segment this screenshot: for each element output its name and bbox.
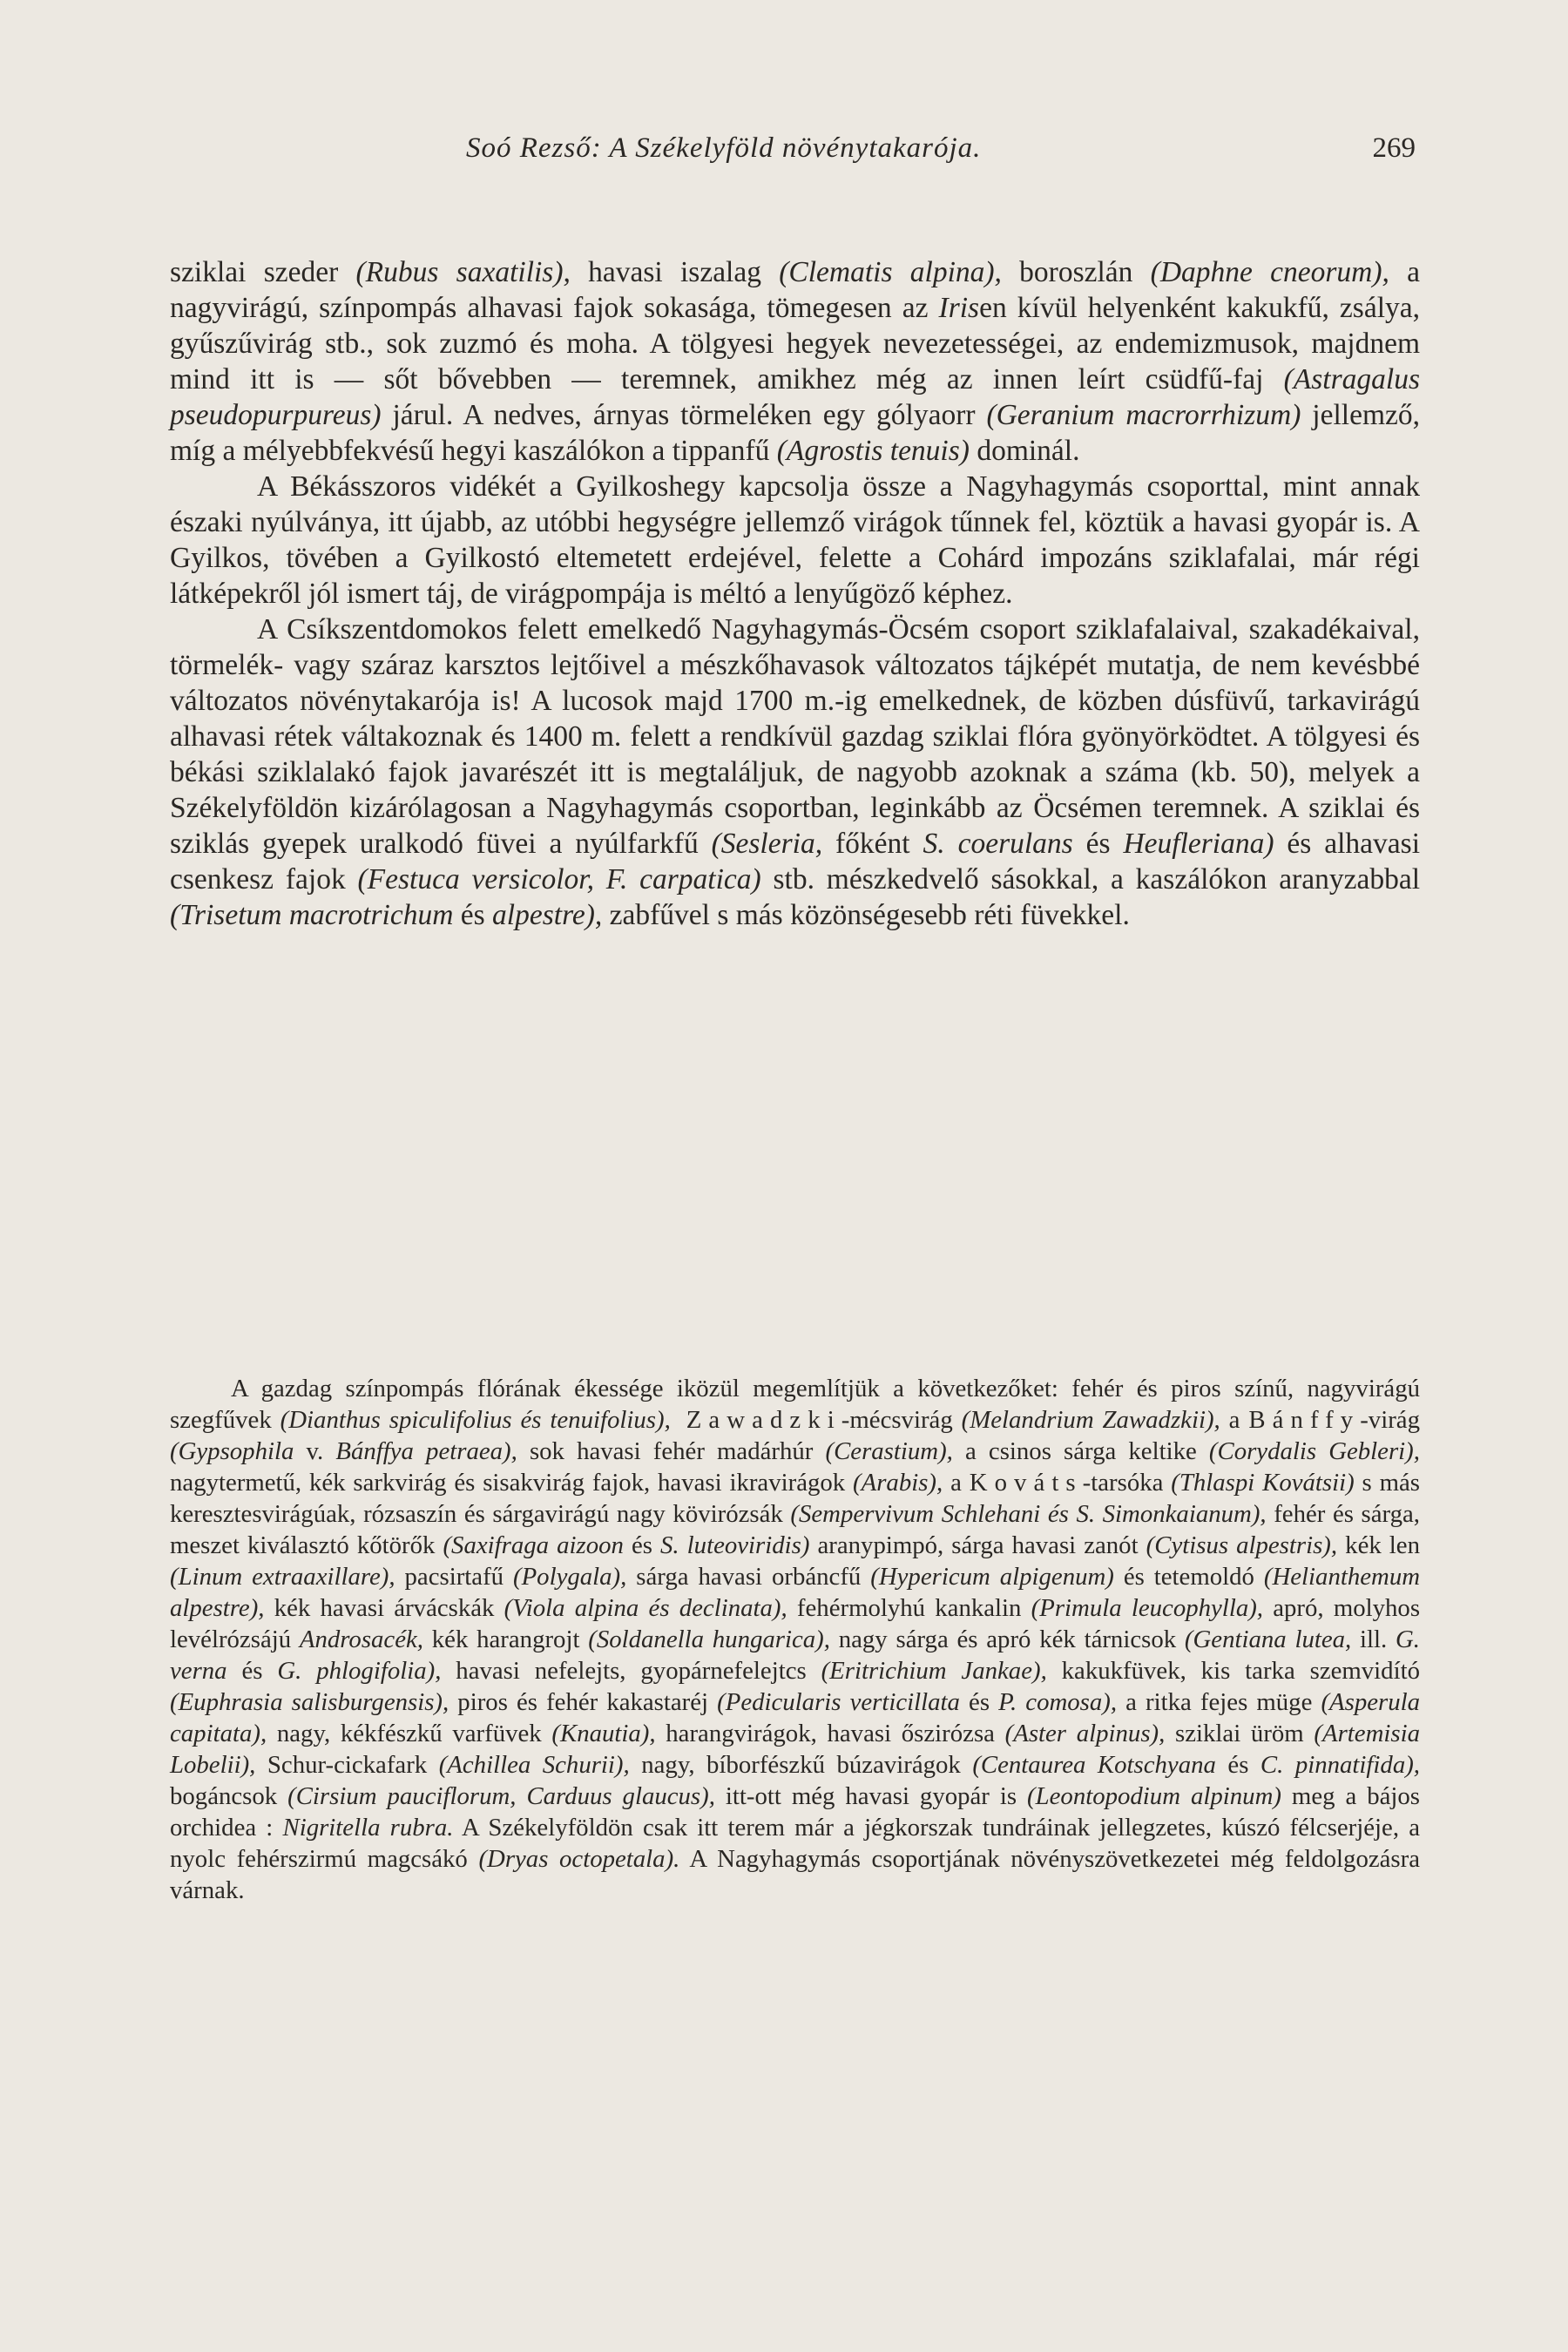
italic-text-segment: (Leontopodium alpinum)	[1027, 1782, 1281, 1810]
page-header	[170, 132, 1416, 176]
text-segment: -virág	[1360, 1406, 1420, 1434]
text-segment: főként	[822, 828, 923, 860]
italic-text-segment: G. phlogifolia),	[277, 1657, 442, 1685]
text-segment: -mécsvirág	[841, 1406, 962, 1434]
text-segment: apró, molyhos levélrózsájú	[170, 1594, 1421, 1653]
italic-text-segment: Heufleriana)	[1123, 828, 1274, 860]
text-segment: járul. A nedves, árnyas törmeléken egy gólyaorr	[381, 399, 987, 431]
text-segment: v.	[294, 1437, 336, 1465]
text-segment: A gazdag színpompás flórának ékessége iközül megemlítjük a következőket: fehér és piros színű, nagyvirágú szegfűvek	[170, 1375, 1420, 1434]
italic-text-segment: (Eritrichium Jankae),	[821, 1657, 1047, 1685]
text-segment: és	[453, 899, 493, 931]
text-segment: és	[1072, 828, 1124, 860]
italic-text-segment: (Arabis),	[853, 1469, 943, 1497]
text-segment: sárga havasi orbáncfű	[626, 1563, 871, 1591]
italic-text-segment: (Linum extraaxillare),	[170, 1563, 395, 1591]
italic-text-segment: (Cerastium),	[825, 1437, 953, 1465]
text-segment: A Csíkszentdomokos felett emelkedő Nagyhagymás-Öcsém csoport sziklafalaival, szakadékaival, törmelék- vagy száraz karsztos lejtőivel a mészkőhavasok változatos tájképét mutatja, de nem kevésbbé változatos növénytakarója is! A lucosok majd 1700 m.-ig emelkednek, de közben dúsfüvű, tarkavirágú alhavasi rétek váltakoznak és 1400 m. felett a rendkívül gazdag sziklai flóra gyönyörködtet. A tölgyesi és békási sziklalakó fajok javarészét itt is megtaláljuk, de nagyobb azoknak a száma (kb. 50), melyek a Székelyföldön kizárólagosan a Nagyhagymás csoportban, leginkább az Öcsémen teremnek. A sziklai és sziklás gyepek uralkodó füvei a nyúlfarkfű	[170, 613, 1420, 860]
italic-text-segment: alpestre),	[492, 899, 603, 931]
italic-text-segment: (Sempervivum Schlehani és S. Simonkaianum),	[790, 1500, 1267, 1528]
text-segment: fehér és sárga, meszet kiválasztó kőtörők	[170, 1500, 1420, 1559]
text-segment: kék harangrojt	[422, 1625, 589, 1653]
italic-text-segment: (Saxifraga aizoon	[443, 1531, 624, 1559]
italic-text-segment: S. coerulans	[923, 828, 1073, 860]
italic-text-segment: (Pedicularis verticillata	[717, 1688, 960, 1716]
text-segment: sok havasi fehér madárhúr	[517, 1437, 826, 1465]
italic-text-segment: (Gypsophila	[170, 1437, 294, 1465]
text-segment: stb. mészkedvelő sásokkal, a kaszálókon aranyzabbal	[760, 863, 1420, 896]
text-segment: és tetemoldó	[1113, 1563, 1264, 1591]
italic-text-segment: (Polygala),	[513, 1563, 627, 1591]
italic-text-segment: (Cytisus alpestris),	[1146, 1531, 1338, 1559]
italic-text-segment: (Astragalus pseudopurpureus)	[170, 363, 1420, 431]
main-text	[170, 254, 1420, 933]
italic-text-segment: Iris	[938, 292, 980, 324]
small-print-note	[170, 1373, 1420, 1906]
italic-text-segment: Nigritella rubra.	[282, 1814, 454, 1842]
italic-text-segment: (Primula leucophylla),	[1031, 1594, 1264, 1622]
text-segment: itt-ott még havasi gyopár is	[714, 1782, 1028, 1810]
italic-text-segment: (Dianthus spiculifolius és tenuifolius),	[280, 1406, 671, 1434]
italic-text-segment: (Soldanella hungarica),	[588, 1625, 830, 1653]
text-segment: pacsirtafű	[395, 1563, 513, 1591]
italic-text-segment: (Helianthemum alpestre),	[170, 1563, 1421, 1622]
text-segment: piros és fehér kakastaréj	[449, 1688, 718, 1716]
text-segment: jellemző, míg a mélyebbfekvésű hegyi kaszálókon a tippanfű	[170, 399, 1420, 467]
text-segment: sziklai szeder	[170, 256, 356, 288]
text-segment: nagytermetű, kék sarkvirág és sisakvirág fajok, havasi ikravirágok	[170, 1469, 854, 1497]
text-segment: és	[226, 1657, 278, 1685]
text-segment: és	[1215, 1751, 1260, 1779]
paragraph-3	[170, 612, 1420, 933]
spaced-name-segment: Zawadzki	[670, 1406, 841, 1434]
text-segment: és alhavasi csenkesz fajok	[170, 828, 1421, 896]
text-segment: ill.	[1351, 1625, 1396, 1653]
italic-text-segment: (Corydalis Gebleri),	[1208, 1437, 1420, 1465]
spaced-name-segment: Bánffy	[1248, 1406, 1361, 1434]
text-segment: és	[623, 1531, 661, 1559]
text-segment: és	[959, 1688, 999, 1716]
text-segment: aranypimpó, sárga havasi zanót	[809, 1531, 1146, 1559]
italic-text-segment: (Thlaspi Kovátsii)	[1171, 1469, 1355, 1497]
text-segment: a ritka fejes müge	[1117, 1688, 1321, 1716]
italic-text-segment: (Trisetum macrotrichum	[170, 899, 454, 931]
italic-text-segment: (Agrostis tenuis)	[776, 435, 970, 467]
text-segment: Schur-cickafark	[255, 1751, 439, 1779]
text-segment: a	[943, 1469, 970, 1497]
italic-text-segment: (Aster alpinus),	[1004, 1720, 1166, 1747]
text-segment: sziklai üröm	[1165, 1720, 1315, 1747]
italic-text-segment: (Gentiana lutea,	[1184, 1625, 1352, 1653]
text-segment: en kívül helyenként kakukfű, zsálya, gyűszűvirág stb., sok zuzmó és moha. A tölgyesi hegyek nevezetességei, az endemizmusok, majdnem mind itt is — sőt bővebben — teremnek, amikhez még az innen leírt csüdfű-faj	[170, 292, 1420, 395]
text-segment: kék havasi árvácskák	[264, 1594, 504, 1622]
italic-text-segment: (Centaurea Kotschyana	[972, 1751, 1216, 1779]
italic-text-segment: (Knautia),	[551, 1720, 656, 1747]
text-segment: nagy sárga és apró kék tárnicsok	[829, 1625, 1185, 1653]
italic-text-segment: (Artemisia Lobelii),	[170, 1720, 1420, 1779]
text-segment: fehérmolyhú kankalin	[787, 1594, 1031, 1622]
italic-text-segment: P. comosa),	[998, 1688, 1118, 1716]
italic-text-segment: G. verna	[170, 1625, 1420, 1685]
text-segment: havasi nefelejts, gyopárnefelejtcs	[441, 1657, 821, 1685]
italic-text-segment: Androsacék,	[299, 1625, 423, 1653]
italic-text-segment: (Asperula capitata),	[170, 1688, 1421, 1747]
italic-text-segment: (Festuca versicolor, F. carpatica)	[357, 863, 761, 896]
text-segment: dominál.	[969, 435, 1080, 467]
italic-text-segment: (Sesleria,	[711, 828, 823, 860]
text-segment: boroszlán	[1001, 256, 1151, 288]
page-number: 269	[1372, 132, 1416, 164]
text-segment: a nagyvirágú, színpompás alhavasi fajok sokasága, tömegesen az	[170, 256, 1421, 324]
paragraph-2	[170, 469, 1420, 612]
italic-text-segment: (Viola alpina és declinata),	[504, 1594, 787, 1622]
text-segment: kék len	[1337, 1531, 1420, 1559]
italic-text-segment: Bánffya petraea),	[335, 1437, 517, 1465]
italic-text-segment: (Achillea Schurii),	[438, 1751, 630, 1779]
text-segment: a	[1220, 1406, 1249, 1434]
italic-text-segment: (Rubus saxatilis),	[355, 256, 571, 288]
italic-text-segment: (Cirsium pauciflorum, Carduus glaucus),	[287, 1782, 715, 1810]
text-segment: bogáncsok	[170, 1782, 288, 1810]
italic-text-segment: (Melandrium Zawadzkii),	[961, 1406, 1220, 1434]
text-segment: A Békásszoros vidékét a Gyilkoshegy kapcsolja össze a Nagyhagymás csoporttal, mint annak északi nyúlványa, itt újabb, az utóbbi hegységre jellemző virágok tűnnek fel, köztük a havasi gyopár is. A Gyilkos, tövében a Gyilkostó eltemetett erdejével, felette a Cohárd impozáns sziklafalai, már régi látképekről jól ismert táj, de virágpompája is méltó a lenyűgöző képhez.	[170, 470, 1420, 610]
text-segment: kakukfüvek, kis tarka szemvidító	[1046, 1657, 1420, 1685]
italic-text-segment: (Hypericum alpigenum)	[870, 1563, 1114, 1591]
italic-text-segment: (Clematis alpina),	[779, 256, 1002, 288]
spaced-name-segment: Kováts	[969, 1469, 1083, 1497]
text-segment: harangvirágok, havasi őszirózsa	[655, 1720, 1005, 1747]
italic-text-segment: (Geranium macrorrhizum)	[986, 399, 1301, 431]
text-segment: zabfűvel s más közönségesebb réti füvekkel.	[602, 899, 1130, 931]
running-title: Soó Rezső: A Székelyföld növénytakarója.	[466, 132, 982, 164]
text-segment: nagy, bíborfészkű búzavirágok	[629, 1751, 973, 1779]
italic-text-segment: (Dryas octopetala).	[478, 1845, 680, 1873]
italic-text-segment: (Euphrasia salisburgensis),	[170, 1688, 449, 1716]
italic-text-segment: (Daphne cneorum),	[1150, 256, 1389, 288]
note-paragraph	[170, 1373, 1420, 1906]
text-segment: s más keresztesvirágúak, rózsaszín és sárgavirágú nagy kövirózsák	[170, 1469, 1420, 1528]
paragraph-1	[170, 254, 1420, 469]
italic-text-segment: S. luteoviridis)	[660, 1531, 810, 1559]
text-segment: meg a bájos orchidea :	[170, 1782, 1420, 1842]
text-segment: A Nagyhagymás csoportjának növényszövetkezetei még feldolgozásra várnak.	[170, 1845, 1420, 1904]
text-segment: havasi iszalag	[570, 256, 780, 288]
text-segment: A Székelyföldön csak itt terem már a jégkorszak tundráinak jellegzetes, kúszó félcserjéje, a nyolc fehérszirmú magcsákó	[170, 1814, 1420, 1873]
italic-text-segment: C. pinnatifida),	[1260, 1751, 1421, 1779]
text-segment: nagy, kékfészkű varfüvek	[267, 1720, 552, 1747]
text-segment: a csinos sárga keltike	[952, 1437, 1209, 1465]
text-segment: -tarsóka	[1082, 1469, 1172, 1497]
